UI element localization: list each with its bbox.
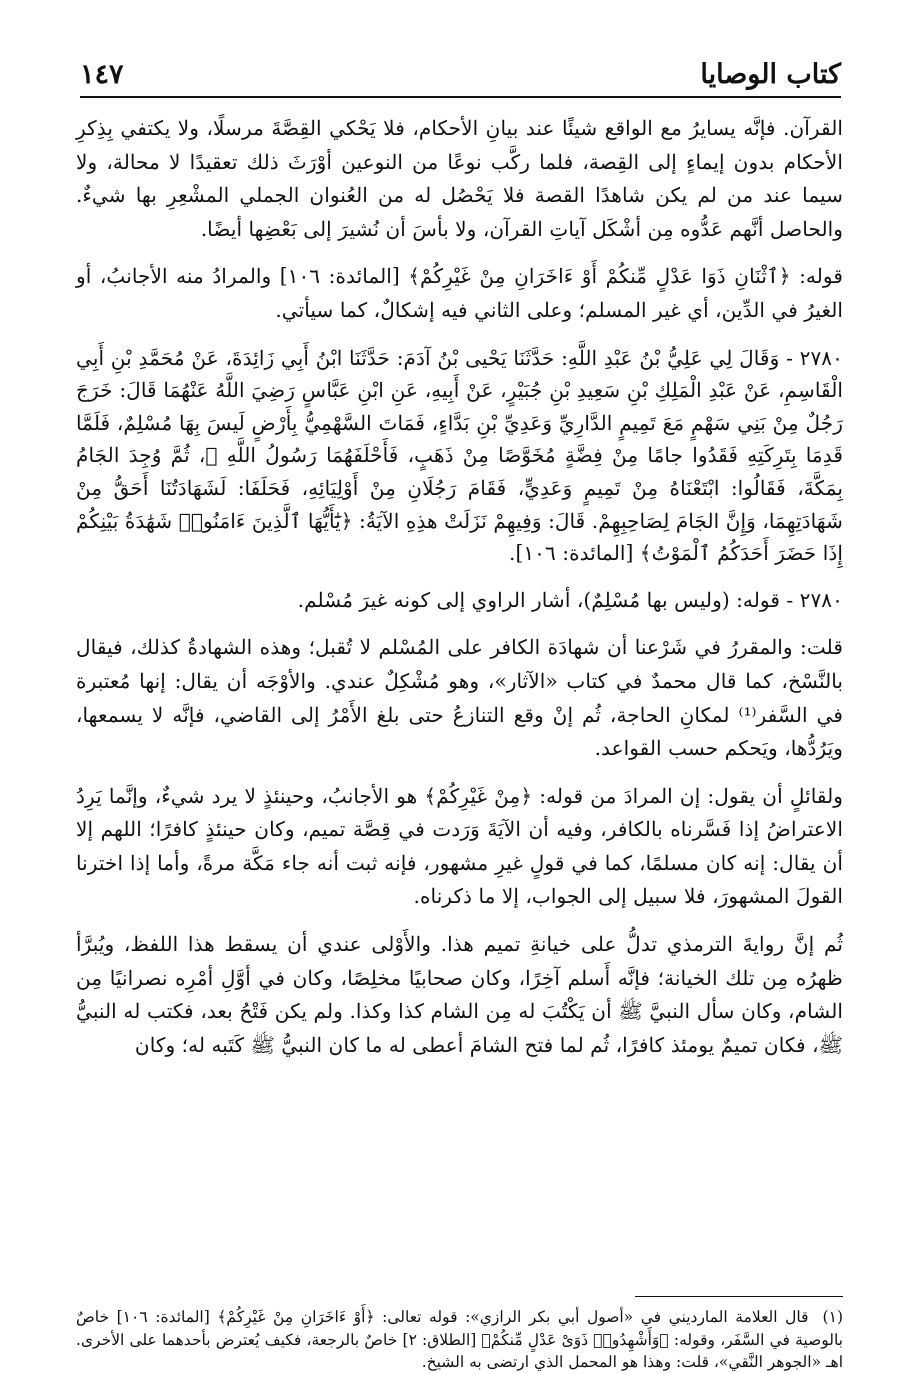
- hadith-2780-text: ٢٧٨٠ - وَقَالَ لِي عَلِيُّ بْنُ عَبْدِ اللَّهِ: حَدَّثَنَا يَحْيى بْنُ آدَمَ: حَدَّثَنَا ابْنُ أَبِي زَائِدَةَ، عَنْ مُحَمَّدِ بْنِ أَبِي الْقَاسِمِ، عَنْ عَبْدِ الْمَلِكِ بْنِ سَعِيدِ بْنِ جُبَيْرٍ، عَنْ أَبِيهِ، عَنِ ابْنِ عَبَّاسٍ رَضِيَ اللَّهُ عَنْهُمَا قَالَ: خَرَجَ رَجُلٌ مِنْ بَنِي سَهْمٍ مَعَ تَمِيمٍ الدَّارِيِّ وَعَدِيِّ بْنِ بَدَّاءٍ، فَمَاتَ السَّهْمِيُّ بِأَرْضٍ لَيسَ بِهَا مُسْلِمٌ، فَلَمَّا قَدِمَا بِتَرِكَتِهِ فَقَدُوا جامًا مِنْ فِضَّةٍ مُخَوَّصًا مِنْ ذَهَبٍ، فَأَحْلَفَهُمَا رَسُولُ اللَّهِ ﷺ، ثُمَّ وُجِدَ الجَامُ بِمَكَّةَ، فَقَالُوا: ابْتَعْنَاهُ مِنْ تَمِيمٍ وَعَدِيٍّ، فَقَامَ رَجُلَانِ مِنْ أَوْلِيَائِهِ، فَحَلَفَا: لَشَهَادَتُنَا أَحَقُّ مِنْ شَهَادَتِهِمَا، وَإِنَّ الجَامَ لِصَاحِبِهِمْ. قَالَ: وَفِيهِمْ نَزَلَتْ هذِهِ الآيَةُ: ﴿يَٰٓأَيُّهَا ٱلَّذِينَ ءَامَنُوا۟ شَهَٰدَةُ بَيْنِكُمْ إِذَا حَضَرَ أَحَدَكُمُ ٱلْمَوْتُ﴾ [المائدة: ١٠٦].: [76, 345, 843, 566]
- verse-commentary-paragraph: قوله: ﴿ٱثْنَانِ ذَوَا عَدْلٍ مِّنكُمْ أَوْ ءَاخَرَانِ مِنْ غَيْرِكُمْ﴾ [المائدة: ١٠٦] والمرادُ منه الأجانبُ، أو الغيرُ في الدِّين، أي غير المسلم؛ وعلى الثاني فيه إشكالٌ، كما سيأتي.: [76, 264, 843, 322]
- objection-paragraph: ولقائلٍ أن يقول: إن المرادَ من قوله: ﴿مِنْ غَيْرِكُمْ﴾ هو الأجانبُ، وحينئذٍ لا يرد شيءٌ، وإنَّما يَرِدُ الاعتراضُ إذا فَسَّرناه بالكافر، وفيه أن الآيَةَ وَرَدت في قِصَّة تميم، وكان حينئذٍ كافرًا؛ اللهم إلا أن يقال: إنه كان مسلمًا، كما في قولٍ غيرِ مشهور، فإنه ثبت أنه جاء مَكَّة مرةً، وأما إذا اخترنا القولَ المشهورَ، فلا سبيل إلى الجواب، إلا ما ذكرناه.: [76, 783, 843, 909]
- commentary-paragraph: القرآن. فإنَّه يسايرُ مع الواقع شيئًا عند بيانِ الأحكام، فلا يَحْكي القِصَّةَ مرسلًا، ولا يكتفي بِذِكرِ الأحكام بدون إيماءٍ إلى القِصة، فلما ركَّب نوعًا من النوعين أوْرَثَ ذلك تعقيدًا لا محالة، ولا سيما عند من لم يكن شاهدًا القصة فلا يَحْصُل له من العُنوان الجملي المشْعِرِ بها شيءٌ. والحاصل أنَّهم عَدُّوه مِن أشْكَل آياتِ القرآن، ولا بأسَ أن نُشيرَ إلى بَعْضِها أيضًا.: [76, 116, 843, 241]
- footnote-separator: [635, 1296, 843, 1297]
- hadith-2780-comment: ٢٧٨٠ - قوله: (وليس بها مُسْلِمٌ)، أشار الراوي إلى كونه غيرَ مُسْلم.: [297, 587, 843, 612]
- footnote-text: قال العلامة الماردیني في «أصول أبي بكر الرازي»: قوله تعالى: ﴿أَوْ ءَاخَرَانِ مِنْ غَيْرِكُمْ﴾ [المائدة: ١٠٦] خاصٌ بالوصية في السَّفَر، وقوله: ﴿وَأَشْهِدُوا۟ ذَوَىْ عَدْلٍ مِّنكُمْ﴾ [الطلاق: ٢] خاصٌ بالرجعة، فكيف يُعترض بأحدهما على الأخرى. اهـ «الجوهر النَّقي»، قلت: وهذا هو المحمل الذي ارتضى به الشيخ.: [76, 1308, 843, 1372]
- page-body: [76, 112, 843, 1076]
- running-title: كتاب الوصايا: [700, 58, 841, 90]
- tamim-paragraph: ثُم إنَّ روايةَ الترمذي تدلُّ على خيانةِ تميم هذا. والأَوْلى عندي أن يسقط هذا اللفظ، ويُبرَّأ ظهرُه مِن تلك الخيانة؛ فإنَّه أَسلم آخِرًا، وكان صحابيًا مخلِصًا، وكان في أوَّلِ أمْرِه نصرانيًا مِن الشام، وكان سأل النبيَّ ﷺ أن يَكْتُبَ له مِن الشام كذا وكذا. ولم يكن فَتْحُ بعد، فكتب له النبيُّ ﷺ، فكان تميمٌ يومئذ كافرًا، ثُم لما فتح الشامَ أعطى له ما كان النبيُّ ﷺ كَتَبه له؛ وكان: [76, 932, 843, 1057]
- page-number: ١٤٧: [80, 58, 124, 90]
- page-header: [80, 52, 841, 98]
- footnote-number: (١): [822, 1308, 843, 1326]
- footnote: [76, 1306, 843, 1374]
- abrogation-paragraph: قلت: والمقررُ في شَرْعنا أن شهادَة الكافر على المُسْلم لا تُقبل؛ وهذه الشهادةُ كذلك، فيقال بالنَّسْخ، كما قال محمدٌ في كتاب «الآثار»، وهو مُشْكِلٌ عندي. والأوْجَه أن يقال: إنها مُعتبرة في السَّفر⁽¹⁾ لمكانِ الحاجة، ثُم إنْ وقع التنازعُ حتى بلغ الأَمْرُ إلى القاضي، فإنَّه لا يسمعها، ويَرُدُّها، ويَحكم حسب القواعد.: [76, 635, 843, 761]
